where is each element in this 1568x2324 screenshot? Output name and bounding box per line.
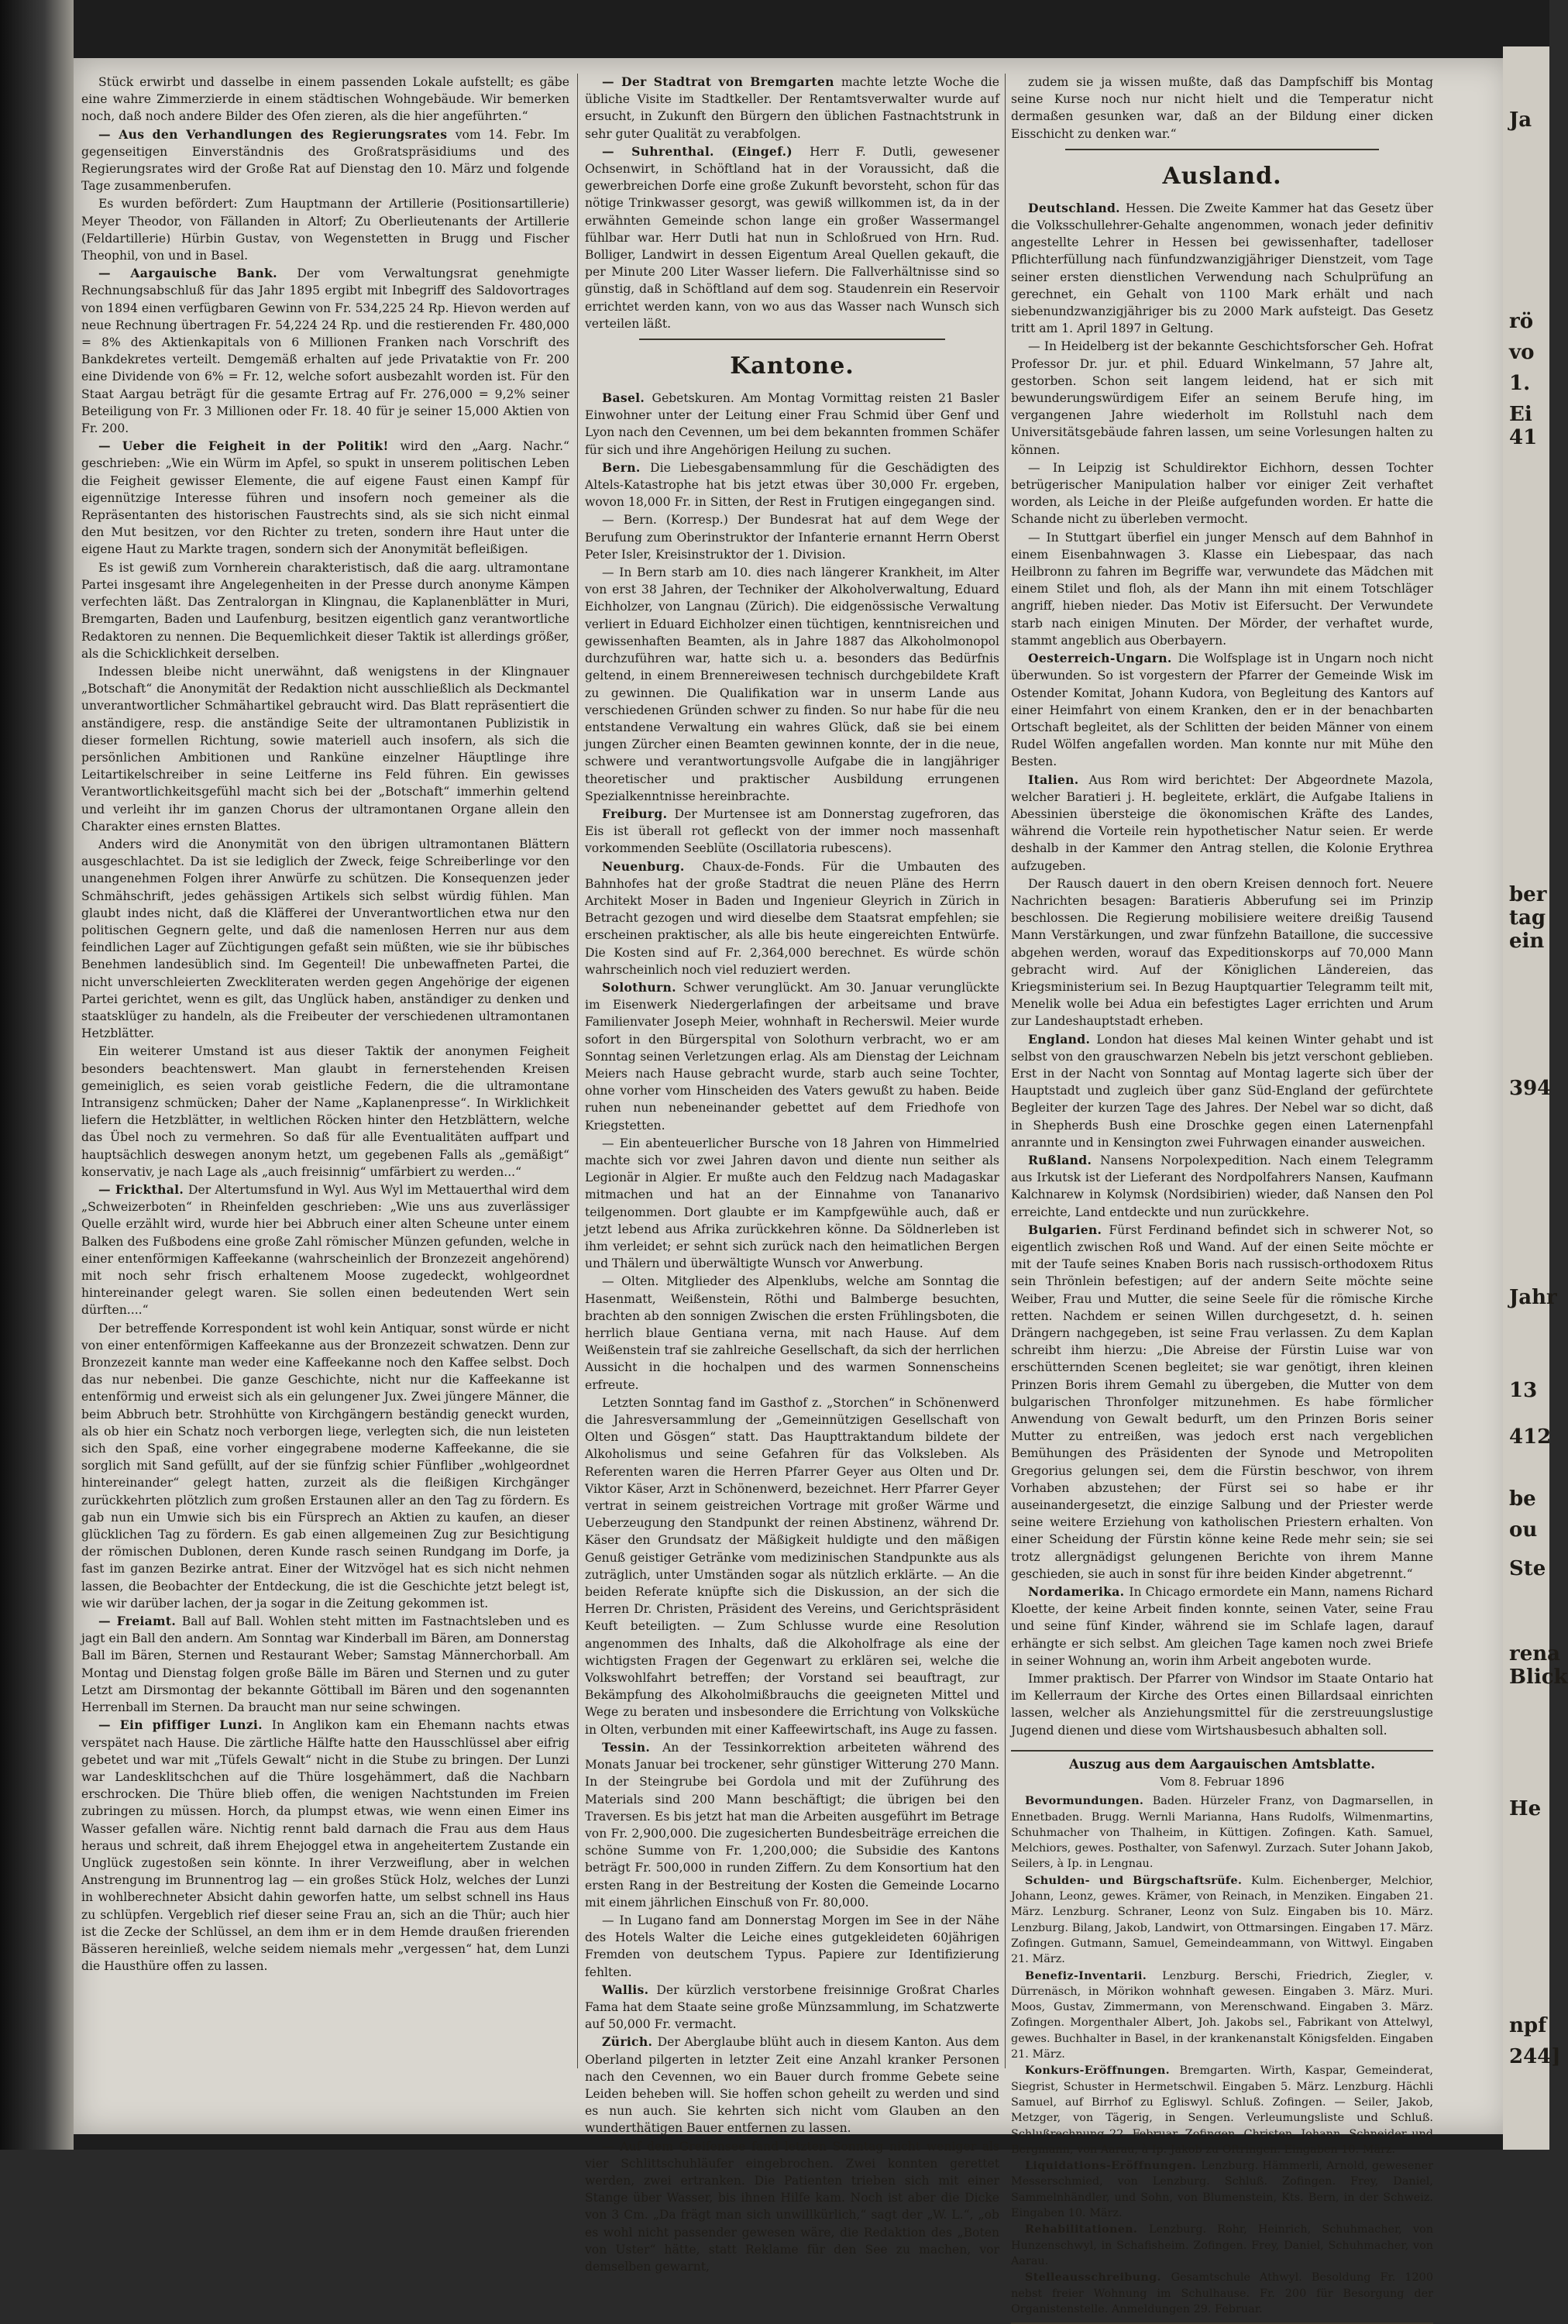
article-text: Es ist gewiß zum Vornherein charakteristisch, daß die aarg. ultramontane Partei insgesamt ihre Angelegenheiten in der Presse durch anonyme Kämpen verfechten läßt. Das Zentralorgan in Klingnau, die Kaplanenblätter in Muri, Bremgarten, Baden und Laufenburg, besitzen eigentlich ganz verantwortliche Redaktoren zu nennen. Die Bequemlichkeit dieser Taktik ist allerdings größer, als die Schicklichkeit derselben. bbox=[81, 560, 569, 661]
article-text: — Olten. Mitglieder des Alpenklubs, welche am Sonntag die Hasenmatt, Weißenstein, Röthi und Balmberge besuchten, brachten ab den sonnigen Zwischen die ersten Frühlingsboten, die herrlich blaue Gentiana verna, mit nach Hause. Auf dem Weißenstein traf sie zahlreiche Gesellschaft, da sich der herrlichen Aussicht in die hochalpen und des warmen Sonnenscheins erfreute. bbox=[585, 1274, 999, 1392]
amtsblatt-entry-lead: Stelleausschreibung. bbox=[1025, 2271, 1171, 2284]
article-lead: Nordamerika. bbox=[1028, 1584, 1130, 1600]
article-paragraph bbox=[585, 1135, 999, 1273]
article-text: — Ein abenteuerlicher Bursche von 18 Jahren von Himmelried machte sich vor zwei Jahren davon und diente nun seither als Legionär in Algier. Er mußte auch den Feldzug nach Madagaskar mitmachen und hat an der Einnahme von Tananarivo teilgenommen. Dort glaubte er im Kampfgewühle auch, daß er jetzt lebend aus Afrika zurückkehren könne. Da Söldnerleben ist ihm verleidet; er sehnt sich zurück nach den heimatlichen Bergen und Thälern und überwältigte Wunsch vor Anwerbung. bbox=[585, 1136, 999, 1271]
article-text: Herr F. Dutli, gewesener Ochsenwirt, in Schöftland hat in der Voraussicht, daß die gewerbreichen Dorfe eine große Zukunft bevorsteht, schon für das nötige Trinkwasser gesorgt, was gewiß willkommen ist, da in der erwähnten Gemeinde schon lange ein großer Wassermangel fühlbar war. Herr Dutli hat nun in Schloßrued von Hrn. Rud. Bolliger, Landwirt in dessen Eigentum Areal Quellen gekauft, die per Minute 200 Liter Wasser liefern. Die Fallverhältnisse sind so günstig, daß in Schöftland auf dem sog. Staudenrein ein Reservoir errichtet werden kann, von wo aus das Wasser nach Wunsch sich verteilen läßt. bbox=[585, 144, 999, 331]
adjacent-page-fragment: 394 bbox=[1509, 1077, 1552, 1100]
article-lead: — Aus den Verhandlungen des Regierungsrates bbox=[98, 126, 456, 142]
article-text: — In Heidelberg ist der bekannte Geschichtsforscher Geh. Hofrat Professor Dr. jur. et phil. Eduard Winkelmann, 57 Jahre alt, gestorben. Schon seit langem leidend, hat er sich mit bewunderungswürdigem Eifer an seinem Berufe hing, im vergangenen Jahre wiederholt im Rollstuhl nach dem Universitätsgebäude fahren lassen, um seine Vorlesungen halten zu können. bbox=[1011, 339, 1433, 457]
article-text: Chaux-de-Fonds. Für die Umbauten des Bahnhofes hat der große Stadtrat die neuen Pläne des Herrn Architekt Moser in Baden und Ingenieur Gleyrich in Zürich in Betracht gezogen und wird dieselbe dem Staatsrat empfehlen; sie erscheinen praktischer, als alle bis heute eingereichten Entwürfe. Die Kosten sind auf Fr. 2,364,000 berechnet. Es würde schön wahrscheinlich noch viel reduziert werden. bbox=[585, 859, 999, 977]
article-paragraph bbox=[585, 1982, 999, 2033]
article-text: — In Stuttgart überfiel ein junger Mensch auf dem Bahnhof in einem Eisenbahnwagen 3. Klasse ein Liebespaar, das nach Heilbronn zu fahren im Begriffe war, verwundete das Mädchen mit einem Stilet und floh, als der Mann ihn mit einem Totschläger angriff, hieben nieder. Das Motiv ist Eifersucht. Der Verwundete starb nach einigen Minuten. Der Mörder, der verhaftet wurde, stammt angeblich aus Oberbayern. bbox=[1011, 530, 1433, 648]
article-paragraph bbox=[1011, 74, 1433, 143]
adjacent-page-fragment: ein bbox=[1509, 930, 1545, 953]
article-text: — In Bern starb am 10. dies nach längerer Krankheit, im Alter von erst 38 Jahren, der Techniker der Alkoholverwaltung, Eduard Eichholzer, von Langnau (Zürich). Die eidgenössische Verwaltung verliert in Eduard Eichholzer einen tüchtigen, kenntnisreichen und gewissenhaften Beamten, als in Jahre 1887 das Alkoholmonopol durchzuführen war, hatte sich u. a. besonders das Bedürfnis geltend, in einem Brennereiwesen technisch durchgebildete Kraft zu gewinnen. Die Qualifikation war in unserm Lande aus verschiedenen Gründen schwer zu finden. So nur habe für die neu entstandene Verwaltung ein wahres Glück, daß sie bei einem jungen Zürcher einen Beamten gewinnen konnte, der in die neue, schwere und verantwortungsvolle Aufgabe die in langjähriger theoretischer und praktischer Ausbildung errungenen Spezialkenntnisse hereinbrachte. bbox=[585, 566, 999, 803]
column-left bbox=[81, 74, 569, 2072]
section-rule bbox=[639, 339, 945, 340]
adjacent-page-fragment: rö bbox=[1509, 310, 1534, 333]
article-paragraph bbox=[585, 74, 999, 143]
amtsblatt-entry-lead: Konkurs-Eröffnungen. bbox=[1025, 2064, 1180, 2078]
article-paragraph bbox=[1011, 200, 1433, 338]
amtsblatt-entry-text: Gesamtschule Athwyl. Besoldung Fr. 1200 nebst freier Wohnung im Schulhause. Fr. 200 für Besorgung der Organistenstelle. Anmeldungen 29. Februar. bbox=[1011, 2271, 1433, 2315]
article-text: Immer praktisch. Der Pfarrer von Windsor im Staate Ontario hat im Kellerraum der Kirche des Ortes einen Billardsaal einrichten lassen, welcher als Anziehungsmittel für die zerstreuungslustige Jugend dienen und diese vom Wirtshausbesuch abhalten soll. bbox=[1011, 1672, 1433, 1738]
article-paragraph bbox=[1011, 772, 1433, 875]
article-paragraph bbox=[81, 559, 569, 662]
article-text: — In Lugano fand am Donnerstag Morgen im See in der Nähe des Hotels Walter die Leiche eines gutgekleideten 60jährigen Fremden von deutschem Typus. Papiere zur Identifizierung fehlten. bbox=[585, 1913, 999, 1979]
article-text: zudem sie ja wissen mußte, daß das Dampfschiff bis Montag seine Kurse noch nur nicht hielt und die Temperatur nicht dermaßen gesunken war, daß an der Bildung einer dicken Eisschicht zu denken war.“ bbox=[1011, 75, 1433, 141]
amtsblatt-title: Auszug aus dem Aargauischen Amtsblatte. bbox=[1068, 1756, 1376, 1772]
article-text: Der Murtensee ist am Donnerstag zugefroren, das Eis ist überall rot gefleckt von der immer noch massenhaft vorkommenden Seeblüte (Oscillatoria rubescens). bbox=[585, 806, 999, 856]
article-text: Der betreffende Korrespondent ist wohl kein Antiquar, sonst würde er nicht von einer entenförmigen Kaffeekanne aus der Bronzezeit schwatzen. Denn zur Bronzezeit kannte man weder eine Kaffeekanne noch den Kaffee selbst. Doch das nur nebenbei. Die ganze Geschichte, nicht nur die Kaffeekanne ist entenförmig und erweist sich als ein gelungener Jux. Zwei jüngere Männer, die beim Abbruch betr. Strohhütte von Kirchgängern beständig geneckt wurden, als ob hier ein Schatz noch verborgen liege, verlegten sich, die nun leisteten sich den Spaß, eine vorher eingegrabene moderne Kaffeekanne, die sie sorglich mit Sand gefüllt, auf der sie fünfzig schier Fünfliber „wohlgeordnet hintereinander“ gelegt hatten, zurzeit als die fleißigen Kirchgänger zurückkehrten plötzlich zum großen Erstaunen aller an den Tag zu fördern. Es gab nun ein Umwie sich bis ein Fürsprech an Aktien zu kaufen, an dieser glücklichen Tag zu fördern. Es gab einen allgemeinen Zug zur Besichtigung der römischen Dublonen, deren Kunde rasch seinen Rundgang im Dorfe, ja fast im ganzen Bezirke antrat. Einer der Witzvögel hat es sich nicht nehmen lassen, die Beobachter der Entdeckung, die ist die Geschichte jetzt belegt ist, wie wir darüber lachen, der ja sogar in die Zeitung gekommen ist. bbox=[81, 1321, 569, 1611]
article-lead: — Freiamt. bbox=[98, 1614, 182, 1629]
section-heading: Kantone. bbox=[730, 352, 854, 380]
amtsblatt-entry-lead: Bevormundungen. bbox=[1025, 1794, 1153, 1808]
article-lead: Wallis. bbox=[602, 1982, 657, 1997]
article-paragraph bbox=[585, 2138, 999, 2276]
article-text: Die Wolfsplage ist in Ungarn noch nicht überwunden. So ist vorgestern der Pfarrer der Gemeinde Wisk im Ostender Komitat, Johann Kudora, von Begleitung des Kantors auf einer Heimfahrt von einem Kranken, den er in der benachbarten Ortschaft begleitet, als der Schlitten der beiden Männer von einem Rudel Wölfen angefallen worden. Man konnte nur mit Mühe den Besten. bbox=[1011, 651, 1433, 769]
article-text: Schwer verunglückt. Am 30. Januar verunglückte im Eisenwerk Niedergerlafingen der arbeitsame und brave Familienvater Joseph Meier, wohnhaft in Recherswil. Meier wurde sofort in den Bürgerspital von Solothurn verbracht, wo er am Sonntag seinen Verletzungen erlag. Als am Dienstag der Leichnam Meiers nach Hause gebracht wurde, starb auch seine Tochter, ohne vorher vom Hinscheiden des Vaters gewußt zu haben. Beide ruhen nun nebeneinander gebettet auf dem Friedhofe von Kriegstetten. bbox=[585, 980, 999, 1133]
adjacent-page-fragment: be bbox=[1509, 1487, 1536, 1511]
article-text: Es wurden befördert: Zum Hauptmann der Artillerie (Positionsartillerie) Meyer Theodor, von Fällanden in Altorf; Zu Oberlieutenants der Artillerie (Feldartillerie) Hürbin Gustav, von Wegenstetten in Brugg und Fischer Theophil, von und in Basel. bbox=[81, 197, 569, 263]
article-text: Ball auf Ball. Wohlen steht mitten im Fastnachtsleben und es jagt ein Ball den andern. Am Sonntag war Kinderball im Bären, am Donnerstag Ball im Bären, Sternen und Restaurant Weber; Samstag Männerchorball. Am Montag und Dienstag folgen große Bälle im Bären und Sternen und zu guter Letzt am Dirsmontag der bekannte Göttiball im Bären und den sogenannten Herrenball im Sternen. Da braucht man nur seine schwingen. bbox=[81, 1614, 569, 1715]
article-paragraph bbox=[81, 438, 569, 558]
article-lead: — Aargauische Bank. bbox=[98, 266, 297, 281]
article-lead: Zürich. bbox=[602, 2034, 658, 2050]
amtsblatt-entry bbox=[1011, 1968, 1433, 2063]
article-lead: Freiburg. bbox=[602, 806, 675, 821]
amtsblatt-entry bbox=[1011, 1873, 1433, 1968]
article-paragraph bbox=[585, 1912, 999, 1981]
article-text: machte letzte Woche die übliche Visite im Stadtkeller. Der Rentamtsverwalter wurde auf ersucht, in Zukunft den Bürgern den üblichen Fastnachtstrunk in sehr guter Qualität zu verabfolgen. bbox=[585, 75, 999, 141]
article-text: An der Tessinkorrektion arbeiteten während des Monats Januar bei trockener, sehr günstiger Witterung 270 Mann. In der Steingrube bei Gordola und mit der Zuführung des Materials sind 200 Mann beschäftigt; die übrigen bei den Traversen. Es bis jetzt hat man die Arbeiten ausgeführt im Betrage von Fr. 2,900,000. Die zugesicherten Bundesbeiträge erreichen die schöne Summe von Fr. 1,200,000; die Subsidie des Kantons beträgt Fr. 500,000 in runden Ziffern. Zu dem Konsortium hat den ersten Rang in der Bestreitung der Kosten die Gemeinde Locarno mit einem jährlichen Einschuß von Fr. 80,000. bbox=[585, 1740, 1000, 1910]
article-lead: Bern. bbox=[602, 459, 651, 475]
article-paragraph bbox=[81, 663, 569, 835]
article-lead: — Ein pfiffiger Lunzi. bbox=[98, 1717, 272, 1733]
article-text: Gebetskuren. Am Montag Vormittag reisten 21 Basler Einwohner unter der Leitung einer Frau Schmid über Genf und Lyon nach den Cevennen, um bei dem bekannten frommen Schäfer für sich und ihre Angehörigen Heilung zu suchen. bbox=[585, 391, 999, 457]
article-text: Der kürzlich verstorbene freisinnige Großrat Charles Fama hat dem Staate seine große Münzsammlung, im Schatzwerte auf 50,000 Fr. vermacht. bbox=[585, 1982, 1000, 2032]
amtsblatt-entry bbox=[1011, 1793, 1433, 1872]
column-rule bbox=[1005, 74, 1006, 2068]
article-text: Stück erwirbt und dasselbe in einem passenden Lokale aufstellt; es gäbe eine wahre Zimmerzierde in einem städtischen Wohngebäude. Wir bemerken noch, daß noch andere Bilder des Ofen zieren, als die hier angeführten.“ bbox=[81, 75, 569, 124]
article-text: Der vom Verwaltungsrat genehmigte Rechnungsabschluß für das Jahr 1895 ergibt mit Inbegriff des Saldovortrages von 1894 einen verfügbaren Gewinn von Fr. 534,225 24 Rp. Hievon werden auf neue Rechnung übertragen Fr. 54,224 24 Rp. und die restierenden Fr. 480,000 = 8% des Aktienkapitals von 6 Millionen Franken nach Vorschrift des Bankdekretes verteilt. Demgemäß erhalten auf jede Privataktie von Fr. 200 eine Dividende von 6% = Fr. 12, welche sofort ausbezahlt worden ist. Für den Staat Aargau beträgt für die gesamte Ertrag auf Fr. 276,000 = 9,2% seiner Beteiligung von Fr. 3 Millionen oder Fr. 18. 40 für je seiner 15,000 Aktien von Fr. 200. bbox=[81, 266, 569, 436]
article-lead: Deutschland. bbox=[1028, 200, 1126, 215]
adjacent-page-fragment: vo bbox=[1509, 341, 1535, 364]
amtsblatt-entry-lead: Schulden- und Bürgschaftsrüfe. bbox=[1025, 1873, 1251, 1887]
adjacent-page-fragment: 13 bbox=[1509, 1379, 1538, 1402]
article-paragraph bbox=[81, 74, 569, 125]
article-paragraph bbox=[1011, 338, 1433, 458]
section-heading: Ausland. bbox=[1162, 162, 1282, 190]
article-text: Aus Rom wird berichtet: Der Abgeordnete Mazola, welcher Baratieri j. H. begleitete, erklärt, die Aufgabe Italiens in Abessinien übersteige die ökonomischen Kräfte des Landes, während die Vorteile rein hypothetischer Natur seien. Er werde deshalb in der Kammer den Antrag stellen, die Kolonie Erythrea aufzugeben. bbox=[1011, 772, 1433, 873]
column-right bbox=[1011, 74, 1434, 2315]
article-paragraph bbox=[81, 1717, 569, 1975]
article-lead: Bulgarien. bbox=[1028, 1222, 1109, 1237]
article-paragraph bbox=[1011, 1583, 1433, 1669]
adjacent-page-fragment: He bbox=[1509, 1797, 1542, 1820]
article-lead: — Frickthal. bbox=[98, 1182, 189, 1197]
book-gutter bbox=[0, 0, 74, 2150]
article-paragraph bbox=[1011, 459, 1433, 528]
article-paragraph bbox=[585, 806, 999, 858]
article-paragraph bbox=[1011, 875, 1433, 1030]
adjacent-page-fragment: Ei bbox=[1509, 403, 1532, 426]
amtsblatt-box bbox=[1011, 1750, 1433, 2324]
article-text: Nansens Norpolexpedition. Nach einem Telegramm aus Irkutsk ist der Lieferant des Nordpolfahrers Nansen, Kaufmann Kalchnarew in Kolymsk (Nordsibirien) wieder, daß Nansen den Pol erreichte, Land entdeckte und nun zurückkehre. bbox=[1011, 1153, 1433, 1219]
article-paragraph bbox=[1011, 650, 1433, 770]
article-paragraph bbox=[81, 1320, 569, 1612]
article-paragraph bbox=[1011, 1222, 1433, 1583]
adjacent-page-fragment: Ja bbox=[1509, 108, 1532, 132]
article-paragraph bbox=[81, 1181, 569, 1319]
amtsblatt-entry-text: Lenzburg. Hämmerli, Arnold, gewesener Messerschmied, von Lenzburg. Schluß. Zofingen. Frey, Daniel, Sammelnhändler, und Sohn, von Blumenstein, Kts. Bern, in der Schweiz. Eingaben 10. März. bbox=[1011, 2160, 1433, 2220]
article-lead: — Suhrenthal. (Eingef.) bbox=[602, 143, 810, 159]
column-rule bbox=[577, 74, 578, 2068]
article-text: Fürst Ferdinand befindet sich in schwerer Not, so eigentlich zwischen Roß und Wand. Auf der einen Seite möchte er mit der Taufe seines Knaben Boris nach russisch-orthodoxem Ritus sein Thrönlein befestigen; auf der andern Seite möchte seine Weiber, Frau und Mutter, die seine Seele für die römische Kirche retten. Nachdem er seinen Willen durchgesetzt, d. h. seinen Drängern nachgegeben, ist seine Frau verlassen. Zu dem Kaplan schreibt ihm hierzu: „Die Abreise der Fürstin Luise war von erschütternden Scenen begleitet; sie war genötigt, ihren kleinen Prinzen Boris ihrem Gemahl zu übergeben, die Mutter von dem bulgarischen Thronfolger mitzunehmen. Es habe förmlicher Anwendung von Gewalt bedurft, um den Prinzen Boris seiner Mutter zu entreißen, was jedoch erst nach vergeblichen Bemühungen des Präsidenten der Synode und Metropoliten Gregorius gelungen sei, dem die Fürstin beschwor, von ihrem Vorhaben abzustehen; der Fürst sei so habe er ihr auseinandergesetzt, die einzige Salbung und der Priester werde seine weitere Erziehung von katholischen Priestern erhalten. Von einer Scheidung der Fürstin könne keine Rede mehr sein; sie sei trotz allergnädigst gelungenen Berichte von ihrem Manne geschieden, sie auch in sonst für ihre beiden Kinder abgetrennt.“ bbox=[1011, 1222, 1433, 1581]
amtsblatt-date: Vom 8. Februar 1896 bbox=[1160, 1775, 1284, 1789]
article-paragraph bbox=[585, 979, 999, 1134]
article-paragraph bbox=[585, 2033, 999, 2137]
article-paragraph bbox=[585, 564, 999, 805]
article-lead: Italien. bbox=[1028, 772, 1089, 787]
article-paragraph bbox=[585, 1739, 999, 1911]
article-paragraph bbox=[81, 1043, 569, 1181]
article-lead: Neuenburg. bbox=[602, 858, 703, 874]
amtsblatt-entry-lead: Rehabilitationen. bbox=[1025, 2223, 1150, 2236]
article-text: Der Aberglaube blüht auch in diesem Kanton. Aus dem Oberland pilgerten in letzter Zeit eine Anzahl kranker Personen nach den Cevennen, wo ein Bauer durch fromme Gebete seine Leiden beheben will. Sie hoffen schon geheilt zu werden und sind es nun auch. Sie kehrten sich nicht vom Glauben an den wunderthätigen Bauer entfernen zu lassen. bbox=[585, 2035, 1000, 2136]
article-text: Der Rausch dauert in den obern Kreisen dennoch fort. Neuere Nachrichten besagen: Baratieris Abberufung sei im Prinzip beschlossen. Die Regierung mobilisiere weitere dreißig Tausend Mann Verstärkungen, und zwar fünfzehn Bataillone, die successive abgehen werden, worauf das Expeditionskorps auf 70,000 Mann gebracht wird. Auf der Königlichen Ländereien, das Kriegsministerium sei. In Bezug Hauptquartier Telegramm teilt mit, Menelik wolle bei Adua ein befestigtes Lager errichten und Arum zur Landeshauptstadt erheben. bbox=[1011, 876, 1433, 1029]
article-paragraph bbox=[585, 858, 999, 978]
article-text: Ein weiterer Umstand ist aus dieser Taktik der anonymen Feigheit besonders beachtenswert. Man glaubt in fernerstehenden Kreisen gemeiniglich, es seien vorab geistliche Federn, die die ultramontane Intransigenz schmücken; Daher der Name „Kaplanenpresse“. In Wirklichkeit liefern die Hetzblätter, in weltlichen Röcken hinter den Hetzblättern, welche das Übel noch zu vermehren. So daß für alle Eventualitäten auffpart und hauptsächlich deswegen anonym hetzt, um gegebenen Falls als „gemäßigt“ konservativ, je nach Lage als „auch freisinnig“ umfärbiert zu werden...“ bbox=[81, 1044, 569, 1179]
article-paragraph bbox=[81, 195, 569, 264]
adjacent-page-fragment: npf bbox=[1509, 2014, 1547, 2037]
article-text: Anders wird die Anonymität von den übrigen ultramontanen Blättern ausgeschlachtet. Da ist sie lediglich der Zweck, feige Schreiberlinge vor den unangenehmen Folgen ihrer Anwürfe zu schützen. Die Konsequenzen jeder Schmähschrift, jedes gehässigen Artikels sich selbst würdig fühlen. Man glaubt indes nicht, daß die Kläfferei der Unverantwortlichen etwa nur den politischen Gegnern gelte, und daß die namenlosen Herren nur aus dem feindlichen Lager auf Züchtigungen gefaßt sein müßten, wie sie ihr bübisches Benehmen landesüblich sind. Im Gegenteil! Die unbewaffneten Partei, die nicht unverschleierten Zweckliteraten werden gegen Angehörige der eigenen Partei gerichtet, wenn es gilt, das Unglück haben, anständiger zu denken und staatsklüger zu handeln, als die Freibeuter der verschiedenen ultramontanen Hetzblätter. bbox=[81, 837, 569, 1041]
article-lead: — Ueber die Feigheit in der Politik! bbox=[98, 438, 401, 454]
amtsblatt-entry bbox=[1011, 2063, 1433, 2157]
article-paragraph bbox=[81, 265, 569, 437]
article-text: In Chicago ermordete ein Mann, namens Richard Kloette, der keine Arbeit finden konnte, seinen Vater, seine Frau und seine fünf Kinder, während sie im Schlafe lagen, darauf erhängte er sich selbst. Am gleichen Tage kamen noch zwei Briefe in seiner Wohnung an, worin ihm Arbeit angeboten wurde. bbox=[1011, 1585, 1434, 1668]
article-lead: — Der Stadtrat von Bremgarten bbox=[602, 74, 841, 89]
article-paragraph bbox=[585, 390, 999, 459]
adjacent-page-fragment: 244] bbox=[1509, 2045, 1561, 2068]
article-lead: Tessin. bbox=[602, 1739, 663, 1755]
article-text: — Auf dem Greifensee fand letzten Sonntag nicht weniger als vier Schlittschuhläufer eingebrochen. Zwei konnten gerettet werden, zwei ertranken. Die Patienten trieben sich mit einer Stange über Wasser, bis ihnen Hilfe kam. Noch ist aber die Dicke von 3 Cm. „Da frägt man sich unwillkürlich,“ sagt der „W. L.“, „ob es wohl nicht passender gewesen wäre, die Redaktion des „Boten von Uster“ hätte, statt Reklame für den See zu machen, vor demselben gewarnt, bbox=[585, 2139, 999, 2274]
adjacent-page-fragment: 1. bbox=[1509, 372, 1531, 395]
amtsblatt-entry-text: Kulm. Eichenberger, Melchior, Johann, Leonz, gewes. Krämer, von Reinach, in Menziken. Eingaben 21. März. Lenzburg. Schraner, Leonz von Sulz. Eingaben bis 10. März. Lenzburg. Bilang, Jakob, Landwirt, von Ottmarsingen. Eingaben 17. März. Zofingen. Gutmann, Samuel, Gemeindeammann, von Wittwyl. Eingaben 21. März. bbox=[1011, 1874, 1433, 1966]
adjacent-page-edge bbox=[1503, 46, 1568, 2150]
article-paragraph bbox=[585, 1273, 999, 1393]
article-lead: Rußland. bbox=[1028, 1152, 1101, 1167]
amtsblatt-entry-lead: Liquidations-Eröffnungen. bbox=[1025, 2159, 1202, 2173]
article-paragraph bbox=[81, 1613, 569, 1716]
article-text: wird den „Aarg. Nachr.“ geschrieben: „Wie ein Würm im Apfel, so spukt in unserem politischen Leben die Feigheit gewisser Elemente, die auf eigene Faust einen Kampf für eigennützige Interesse führen und insofern noch gemeiner als die Repräsentanten des historischen Faustrechts sind, als sie sich nicht einmal den Mut besitzen, vor den Richter zu treten, sondern ihre Haut unter die eigene Haut zu Markte tragen, sondern sich der Anonymität befleißigen. bbox=[81, 439, 570, 557]
article-text: vom 14. Febr. Im gegenseitigen Einverständnis des Großratspräsidiums und des Regierungsrates wird der Große Rat auf Dienstag den 10. März und folgende Tage zusammenberufen. bbox=[81, 127, 569, 194]
amtsblatt-entry-text: Lenzburg. Berschi, Friedrich, Ziegler, v. Dürrenäsch, in Mörikon wohnhaft gewesen. Eingaben 3. März. Muri. Moos, Gustav, Zimmermann, von Merenschwand. Eingaben 3. März. Zofingen. Morgenthaler Albert, Joh. Jakobs sel., Fabrikant von Attelwyl, gewes. Buchhalter in Basel, in der krankenanstalt Königsfelden. Eingaben 21. März. bbox=[1011, 1969, 1434, 2061]
adjacent-page-fragment: ber bbox=[1509, 883, 1547, 906]
article-paragraph bbox=[81, 836, 569, 1042]
article-text: — In Leipzig ist Schuldirektor Eichhorn, dessen Tochter betrügerischer Manipulation halber vor einiger Zeit verhaftet worden, als Leiche in der Pleiße aufgefunden worden. Er hatte die Schande nicht zu überleben vermocht. bbox=[1011, 460, 1433, 527]
article-text: Der Altertumsfund in Wyl. Aus Wyl im Mettauerthal wird dem „Schweizerboten“ in Rheinfelden geschrieben: „Wie uns aus zuverlässiger Quelle erzählt wird, wurde hier bei Abbruch einer alten Scheune unter einem Balken des Fußbodens eine große Zahl römischer Münzen gefunden, welche in einer entenförmigen Kaffeekanne (wahrscheinlich der Bronzezeit angehörend) mit noch sehr frisch erhaltenem Moose zugedeckt, wohlgeordnet hintereinander gelegt waren. Sie sollen einen bedeutenden Wert sein dürften....“ bbox=[81, 1183, 569, 1318]
adjacent-page-fragment: tag bbox=[1509, 906, 1546, 930]
article-text: Hessen. Die Zweite Kammer hat das Gesetz über die Volksschullehrer-Gehalte angenommen, wonach jeder definitiv angestellte Lehrer in Hessen bei gewissenhafter, tadelloser Pflichterfüllung nach fünfundzwanzigjähriger Dienstzeit, vom Tage seiner ersten dienstlichen Verwendung nach Schulprüfung an gerechnet, ein Gehalt von 1100 Mark erhält und nach siebenundzwanzigjähriger bis zu 2000 Mark aufsteigt. Das Gesetz tritt am 1. April 1897 in Geltung. bbox=[1011, 201, 1433, 336]
amtsblatt-entry bbox=[1011, 2222, 1433, 2269]
amtsblatt-entry-text: Lenzburg. Rohr, Heinrich, Schuhmacher, von Hunzenschwyl, in Schafisheim. Zofingen. Frey, Daniel, Schuhmacher, von Aarau. bbox=[1011, 2223, 1433, 2267]
amtsblatt-entry bbox=[1011, 2158, 1433, 2221]
article-paragraph bbox=[1011, 1670, 1433, 1739]
article-text: — Bern. (Korresp.) Der Bundesrat hat auf dem Wege der Berufung zum Oberinstruktor der Infanterie ernannt Herrn Oberst Peter Isler, Kreisinstruktor der 1. Division. bbox=[585, 513, 999, 562]
article-paragraph bbox=[585, 511, 999, 563]
adjacent-page-fragment: rena bbox=[1509, 1642, 1560, 1666]
adjacent-page-fragment: Ste bbox=[1509, 1557, 1546, 1580]
amtsblatt-entry-text: Bremgarten. Wirth, Kaspar, Gemeinderat, Siegrist, Schuster in Hermetschwil. Eingaben 5. März. Lenzburg. Hächli Samuel, auf Birrhof zu Egliswyl. Schluß. Zofingen. — Seiler, Jakob, Metzger, von Tägerig, in Sengen. Verleumungsliste und Schluß. Schlußrechnung 22. Februar. Zofingen. Christen, Johann, Schneider und Bergmann, von Aarau, à Ip. Jakob zu Oftringen. Eingaben 10. März. bbox=[1011, 2064, 1434, 2156]
amtsblatt-entry-lead: Benefiz-Inventarii. bbox=[1025, 1968, 1163, 1982]
article-paragraph bbox=[1011, 529, 1433, 649]
adjacent-page-fragment: 412 bbox=[1509, 1425, 1552, 1449]
amtsblatt-entry bbox=[1011, 2270, 1433, 2317]
section-rule bbox=[1065, 149, 1379, 150]
article-text: In Anglikon kam ein Ehemann nachts etwas verspätet nach Hause. Die zärtliche Hälfte hatte den Hausschlüssel aber eifrig gebetet und war mit „Tüfels Gewalt“ nicht in die Stube zu bringen. Der Lunzi war Landesklitschchen auf die Thüre losgehämmert, daß die Nachbarn erschrocken. Die Thüre blieb offen, die wenigen Nachtstunden im Freien zubringen zu müssen. Horch, da plumpst etwas, wie wenn einen Eimer ins Wasser gefallen wäre. Nichtig rennt bald darnach die Frau aus dem Haus heraus und schreit, daß ihrem Ehejoggel etwa in angeheitertem Zustande ein Unglück zugestoßen sein könnte. In ihrer Verzweiflung, aber in welchen Anstrengung im Brunnentrog lag — ein großes Stück Holz, welches der Lunzi in wohlberechneter Absicht dahin geworfen hatte, um selbst schnell ins Haus zu schlüpfen. Vergeblich rief dieser seine Frau an, sich an die Thür; auch hier ist die Zecke der Schlüssel, an dem ihm er in dem Hemde draußen frierenden Bässeren hereinließ, welche seidem niemals mehr „vergessen“ hat, dem Lunzi die Hausthüre offen zu lassen. bbox=[81, 1718, 569, 1974]
article-lead: Oesterreich-Ungarn. bbox=[1028, 651, 1178, 666]
article-text: Letzten Sonntag fand im Gasthof z. „Storchen“ in Schönenwerd die Jahresversammlung der „Gemeinnützigen Gesellschaft von Olten und Gösgen“ statt. Das Haupttraktandum bildete der Alkoholismus und seine Gefahren für das Volksleben. Als Referenten waren die Herren Pfarrer Geyer aus Olten und Dr. Viktor Käser, Arzt in Schönenwerd, bezeichnet. Herr Pfarrer Geyer vertrat in seinem geistreichen Vortrage mit großer Wärme und Ueberzeugung den Standpunkt der reinen Abstinenz, während Dr. Käser den Grundsatz der Mäßigkeit huldigte und den mäßigen Genuß geistiger Getränke vom medizinischen Standpunkte aus als zuträglich, unter Umständen sogar als nützlich erklärte. — An die beiden Referate knüpfte sich die Diskussion, an der sich die Herren Dr. Christen, Präsident des Vereins, und Gerichtspräsident Keuft beteiligten. — Zum Schlusse wurde eine Resolution angenommen des Inhalts, daß die Alkoholfrage als eine der wichtigsten Fragen der Gegenwart zu erklären sei, welche die Volkswohlfahrt betreffen; der Vorstand sei beauftragt, zur Bekämpfung des Alkoholmißbrauchs die geeigneten Mittel und Wege zu beraten und insbesondere die Errichtung von Volksküche in Olten, verbunden mit einer Kaffeewirtschaft, ins Auge zu fassen. bbox=[585, 1395, 999, 1737]
amtsblatt-entry-text: Baden. Hürzeler Franz, von Dagmarsellen, in Ennetbaden. Brugg. Wernli Marianna, Hans Rudolfs, Wilmenmartins, Schuhmacher von Thalheim, in Küttigen. Zofingen. Kath. Samuel, Melchiors, gewes. Posthalter, von Safenwyl. Zurzach. Suter Johann Jakob, Seilers, à Ip. in Lengnau. bbox=[1011, 1795, 1433, 1871]
article-text: Indessen bleibe nicht unerwähnt, daß wenigstens in der Klingnauer „Botschaft“ die Anonymität der Redaktion nicht ausschließlich als Deckmantel unverantwortlicher Schmähartikel gebraucht wird. Das Blatt repräsentiert die anständigere, resp. die anständige Seite der ultramontanen Publizistik in dieser formellen Richtung, sowie materiell auch insofern, als sich die persönlichen Ambitionen und Ranküne einzelner Häuptlinge ihre Leitartikelschreiber in seine Leitferne ins Feld führen. Ein gewisses Verantwortlichkeitsgefühl macht sich bei der „Botschaft“ immerhin geltend und verleiht ihr im ganzen Chorus der ultramontanen Organe allein den Charakter eines ernsten Blattes. bbox=[81, 664, 569, 834]
article-paragraph bbox=[585, 459, 999, 511]
article-lead: England. bbox=[1028, 1031, 1097, 1047]
article-text: Die Liebesgabensammlung für die Geschädigten des Altels-Katastrophe hat bis jetzt etwas über 30,000 Fr. ergeben, wovon 18,000 Fr. in Sitten, der Rest in Frutigen eingegangen sind. bbox=[585, 460, 999, 510]
article-paragraph bbox=[1011, 1152, 1433, 1221]
article-lead: Basel. bbox=[602, 390, 652, 406]
adjacent-page-fragment: Blick bbox=[1509, 1666, 1568, 1689]
article-paragraph bbox=[1011, 1031, 1433, 1151]
adjacent-page-fragment: 41 bbox=[1509, 426, 1538, 449]
article-paragraph bbox=[585, 143, 999, 332]
article-text: London hat dieses Mal keinen Winter gehabt und ist selbst von den grauschwarzen Nebeln bis jetzt verschont geblieben. Erst in der Nacht von Sonntag auf Montag lagerte sich über der Hauptstadt und zugleich über ganz Süd-England der gefürchtete Begleiter der kurzen Tage des Jahres. Der Nebel war so dicht, daß in Shepherds Bush eine Droschke gegen einen Laternenpfahl anrannte und in Kensington zwei Fuhrwagen einander ausweichen. bbox=[1011, 1032, 1433, 1150]
column-middle bbox=[585, 74, 1000, 2274]
article-paragraph bbox=[585, 1394, 999, 1738]
adjacent-page-fragment: Jahr bbox=[1509, 1286, 1557, 1309]
article-lead: Solothurn. bbox=[602, 979, 683, 995]
article-paragraph bbox=[81, 126, 569, 195]
adjacent-page-fragment: ou bbox=[1509, 1518, 1538, 1542]
